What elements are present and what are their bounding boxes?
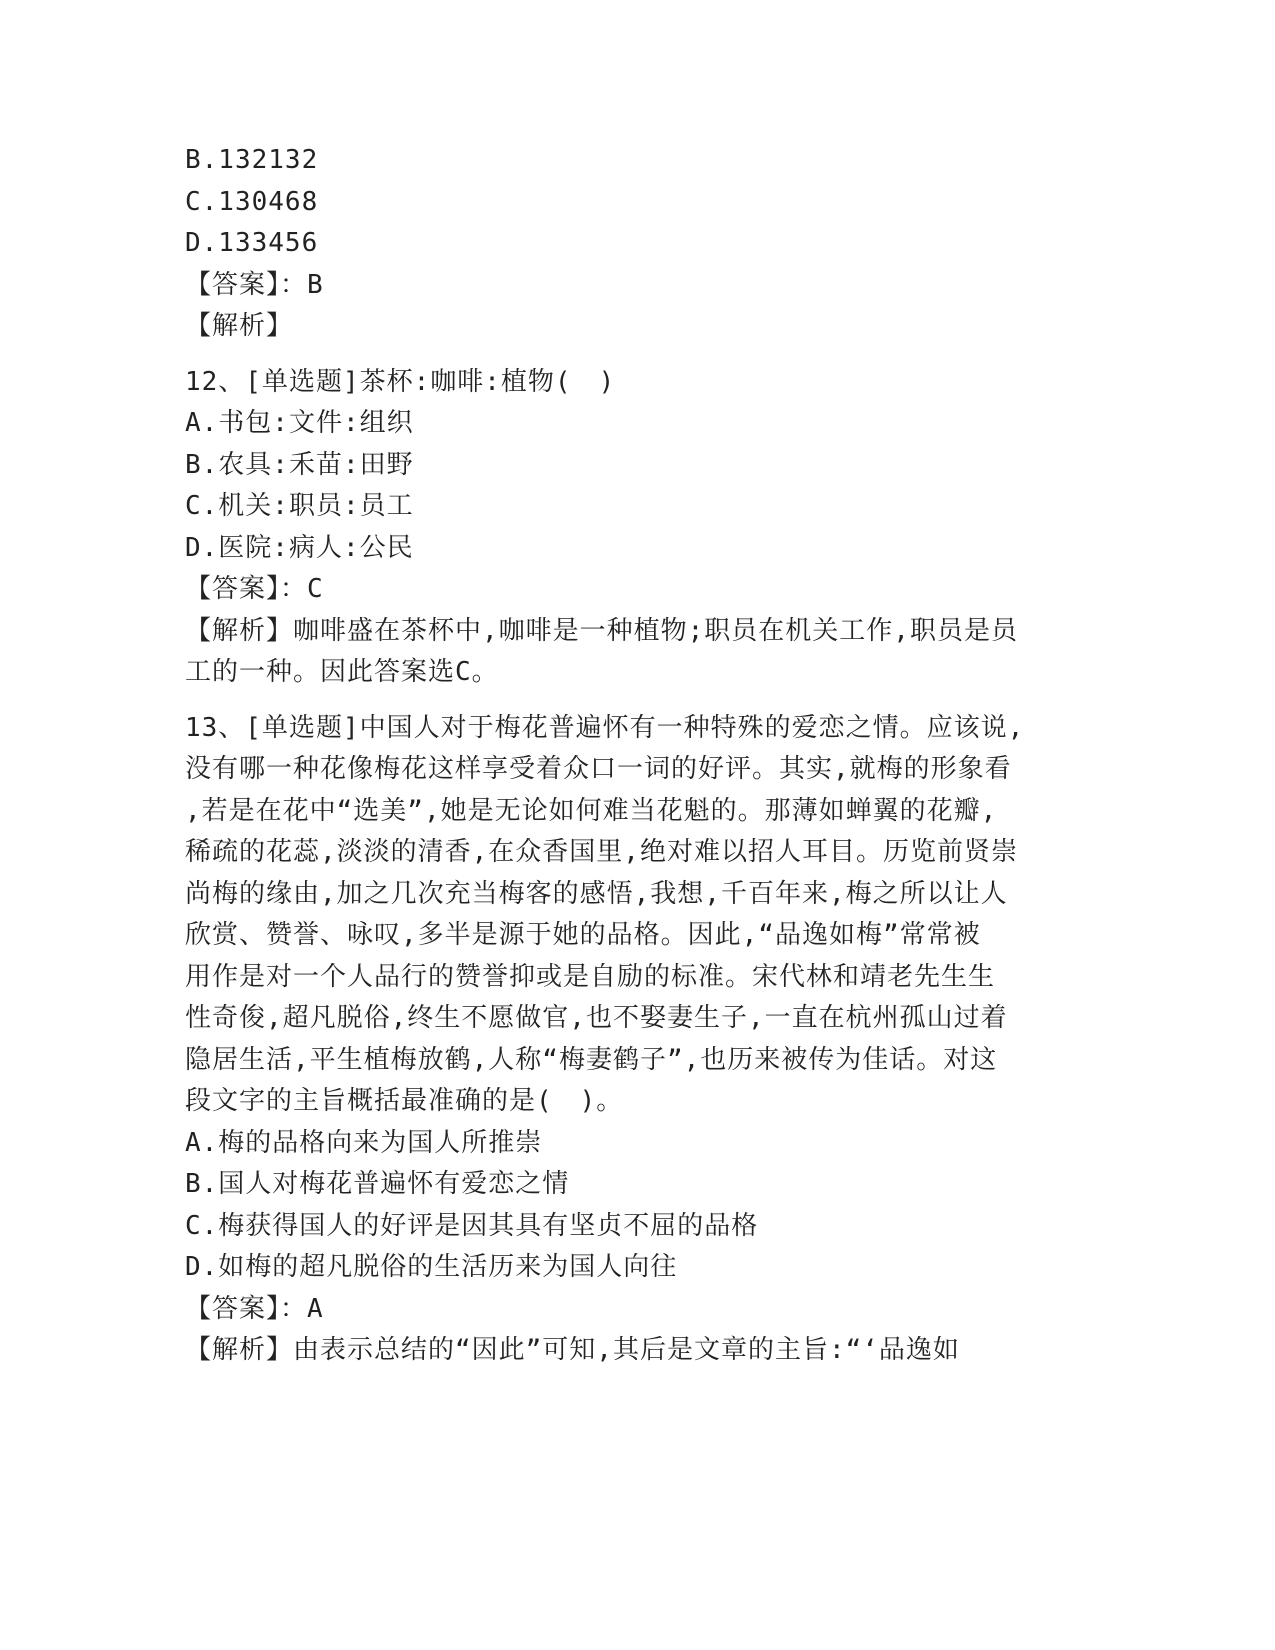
question-stem-line: 性奇俊,超凡脱俗,终生不愿做官,也不娶妻生子,一直在杭州孤山过着 [185,1003,1008,1033]
option-b: B.农具:禾苗:田野 [185,449,414,480]
option-b: B.国人对梅花普遍怀有爱恋之情 [185,1169,570,1199]
analysis-line: 【解析】由表示总结的“因此”可知,其后是文章的主旨:“‘品逸如 [185,1335,960,1365]
question-stem-line: ,若是在花中“选美”,她是无论如何难当花魁的。那薄如蝉翼的花瓣, [185,795,998,826]
question-stem-line: 没有哪一种花像梅花这样享受着众口一词的好评。其实,就梅的形象看 [185,754,1012,784]
question-stem-line: 用作是对一个人品行的赞誉抑或是自励的标准。宋代林和靖老先生生 [185,961,996,992]
option-c: C.机关:职员:员工 [185,491,414,521]
answer-line: 【答案】：C [185,574,324,604]
option-d: D.如梅的超凡脱俗的生活历来为国人向往 [185,1252,678,1282]
option-b: B.132132 [185,145,319,175]
question-12 [185,362,1085,694]
question-stem-line: 13、[单选题]中国人对于梅花普遍怀有一种特殊的爱恋之情。应该说, [185,712,1025,743]
question-stem-line: 欣赏、赞誉、咏叹,多半是源于她的品格。因此,“品逸如梅”常常被 [185,920,981,950]
question-stem-line: 段文字的主旨概括最准确的是( )。 [185,1086,624,1116]
analysis-line: 【解析】咖啡盛在茶杯中,咖啡是一种植物;职员在机关工作,职员是员 [185,615,1018,646]
question-11-tail [185,140,1085,348]
option-a: A.梅的品格向来为国人所推崇 [185,1127,543,1158]
option-d: D.133456 [185,228,319,258]
document-page [185,140,1085,1372]
analysis-line-continued: 工的一种。因此答案选C。 [185,657,499,687]
option-c: C.梅获得国人的好评是因其具有坚贞不屈的品格 [185,1210,759,1241]
answer-line: 【答案】：B [185,269,324,300]
question-stem-line: 尚梅的缘由,加之几次充当梅客的感悟,我想,千百年来,梅之所以让人 [185,878,1008,909]
question-stem: 12、[单选题]茶杯:咖啡:植物( ) [185,366,616,397]
question-13 [185,708,1085,1372]
question-stem-line: 稀疏的花蕊,淡淡的清香,在众香国里,绝对难以招人耳目。历览前贤崇 [185,837,1018,867]
analysis-line: 【解析】 [185,311,294,341]
answer-line: 【答案】：A [185,1293,324,1324]
option-d: D.医院:病人:公民 [185,532,414,563]
question-stem-line: 隐居生活,平生植梅放鹤,人称“梅妻鹤子”,也历来被传为佳话。对这 [185,1044,998,1075]
option-a: A.书包:文件:组织 [185,408,414,438]
option-c: C.130468 [185,186,319,217]
